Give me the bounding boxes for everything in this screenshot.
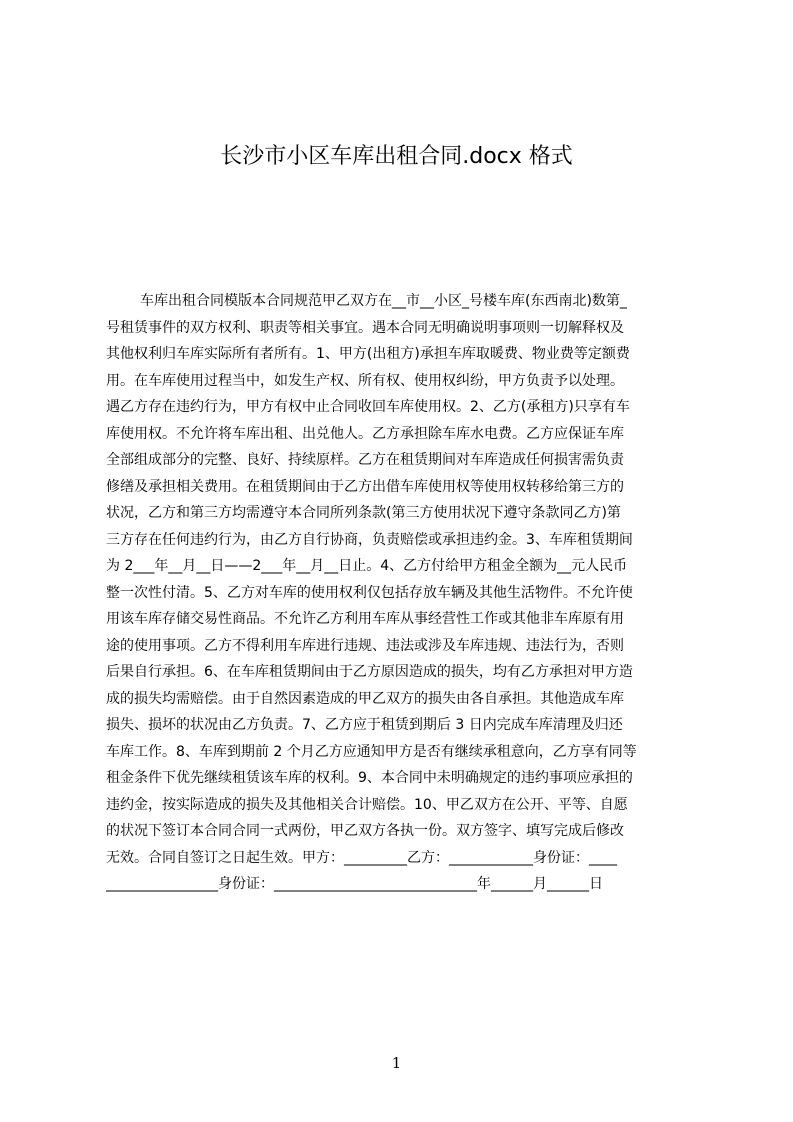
body-line: 遇乙方存在违约行为，甲方有权中止合同收回车库使用权。2、乙方(承租方)只享有车 [106, 399, 630, 415]
body-line: 全部组成部分的完整、良好、持续原样。乙方在租赁期间对车库造成任何损害需负责 [106, 452, 624, 468]
body-line: 途的使用事项。乙方不得利用车库进行违规、违法或涉及车库违规、违法行为，否则 [106, 637, 624, 654]
body-line: 其他权利归车库实际所有者所有。1、甲方(出租方)承担车库取暖费、物业费等定额费 [106, 346, 630, 362]
body-line: 整一次性付清。5、乙方对车库的使用权利仅包括存放车辆及其他生活物件。不允许使 [106, 584, 633, 601]
body-line: 无效。合同自签订之日起生效。甲方：_________乙方：____________身份证：____ [106, 849, 617, 866]
body-line: 损失、损坏的状况由乙方负责。7、乙方应于租赁到期后 3 日内完成车库清理及归还 [106, 717, 623, 733]
body-line: 的状况下签订本合同合同一式两份，甲乙双方各执一份。双方签字、填写完成后修改 [106, 823, 624, 839]
body-line: 车库工作。8、车库到期前 2 个月乙方应通知甲方是否有继续承租意向，乙方享有同等 [106, 743, 637, 760]
body-line: ________________身份证：_____________________________年______月______日 [106, 876, 603, 892]
body-line: 租金条件下优先继续租赁该车库的权利。9、本合同中未明确规定的违约事项应承担的 [106, 770, 633, 786]
body-line: 库使用权。不允许将车库出租、出兑他人。乙方承担除车库水电费。乙方应保证车库 [106, 425, 624, 442]
body-line: 号租赁事件的双方权利、职责等相关事宜。遇本合同无明确说明事项则一切解释权及 [106, 319, 624, 336]
contract-body [106, 288, 698, 898]
body-line: 违约金，按实际造成的损失及其他相关合计赔偿。10、甲乙双方在公开、平等、自愿 [106, 796, 628, 813]
body-line: 修缮及承担相关费用。在租赁期间由于乙方出借车库使用权等使用权转移给第三方的 [106, 478, 624, 495]
body-line: 成的损失均需赔偿。由于自然因素造成的甲乙双方的损失由各自承担。其他造成车库 [106, 690, 624, 707]
body-line: 车库出租合同模版本合同规范甲乙双方在__市__小区_号楼车库(东西南北)数第_ [140, 293, 627, 309]
body-line: 用。在车库使用过程当中，如发生产权、所有权、使用权纠纷，甲方负责予以处理。 [106, 372, 624, 389]
document-title: 长沙市小区车库出租合同.docx 格式 [220, 144, 573, 169]
body-line: 为 2___年__月__日——2___年__月__日止。4、乙方付给甲方租金全额为__元人民币 [106, 558, 628, 574]
body-line: 状况，乙方和第三方均需遵守本合同所列条款(第三方使用状况下遵守条款同乙方)第 [106, 505, 621, 521]
page-number: 1 [391, 1054, 402, 1072]
body-line: 三方存在任何违约行为，由乙方自行协商，负责赔偿或承担违约金。3、车库租赁期间 [106, 531, 633, 548]
body-line: 用该车库存储交易性商品。不允许乙方利用车库从事经营性工作或其他非车库原有用 [106, 611, 624, 627]
body-line: 后果自行承担。6、在车库租赁期间由于乙方原因造成的损失，均有乙方承担对甲方造 [106, 664, 633, 680]
